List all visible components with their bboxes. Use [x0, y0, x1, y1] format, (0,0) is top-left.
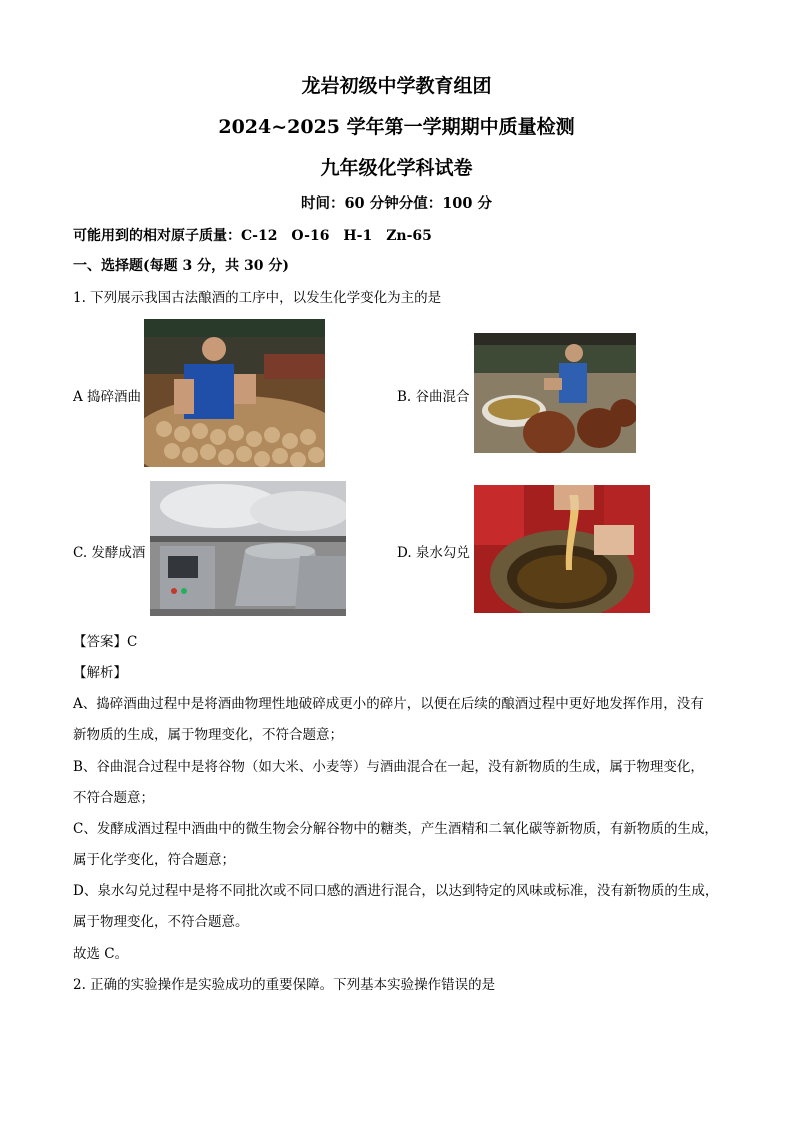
option-a-photo: [144, 319, 325, 467]
analysis-line: B、谷曲混合过程中是将谷物（如大米、小麦等）与酒曲混合在一起，没有新物质的生成，属于物理变化，: [73, 759, 704, 775]
analysis-line: 属于物理变化，不符合题意。: [73, 914, 249, 930]
analysis-line: A、捣碎酒曲过程中是将酒曲物理性地破碎成更小的碎片，以便在后续的酿酒过程中更好地发挥作用，没有: [73, 696, 704, 712]
option-c-photo: [150, 481, 346, 616]
option-b-photo: [474, 333, 636, 453]
option-a-label: A 捣碎酒曲: [73, 389, 142, 405]
atomic-masses: 可能用到的相对原子质量：C-12 O-16 H-1 Zn-65: [73, 228, 432, 244]
analysis-line: 属于化学变化，符合题意；: [73, 852, 235, 868]
option-b-label: B. 谷曲混合: [397, 389, 470, 405]
conclusion: 故选 C。: [73, 946, 129, 962]
exam-title: 2024~2025 学年第一学期期中质量检测: [218, 116, 575, 138]
analysis-line: 新物质的生成，属于物理变化，不符合题意；: [73, 727, 343, 743]
answer: 【答案】C: [73, 634, 138, 650]
analysis-line: D、泉水勾兑过程中是将不同批次或不同口感的酒进行混合，以达到特定的风味或标准，没有新物质的生成，: [73, 883, 719, 899]
school-title: 龙岩初级中学教育组团: [301, 75, 492, 97]
question-2-stem: 2. 正确的实验操作是实验成功的重要保障。下列基本实验操作错误的是: [73, 977, 496, 993]
exam-info: 时间：60 分钟分值：100 分: [300, 195, 493, 212]
analysis-line: 不符合题意；: [73, 790, 154, 806]
option-d-label: D. 泉水勾兑: [397, 545, 470, 561]
analysis-line: C、发酵成酒过程中酒曲中的微生物会分解谷物中的糖类，产生酒精和二氧化碳等新物质，有新物质的生成，: [73, 821, 718, 837]
analysis-label: 【解析】: [73, 665, 127, 681]
question-1-stem: 1. 下列展示我国古法酿酒的工序中，以发生化学变化为主的是: [73, 290, 442, 306]
option-d-photo: [474, 485, 650, 613]
paper-title: 九年级化学科试卷: [320, 157, 473, 179]
option-c-label: C. 发酵成酒: [73, 545, 146, 561]
section-heading: 一、选择题(每题 3 分，共 30 分): [73, 258, 289, 274]
